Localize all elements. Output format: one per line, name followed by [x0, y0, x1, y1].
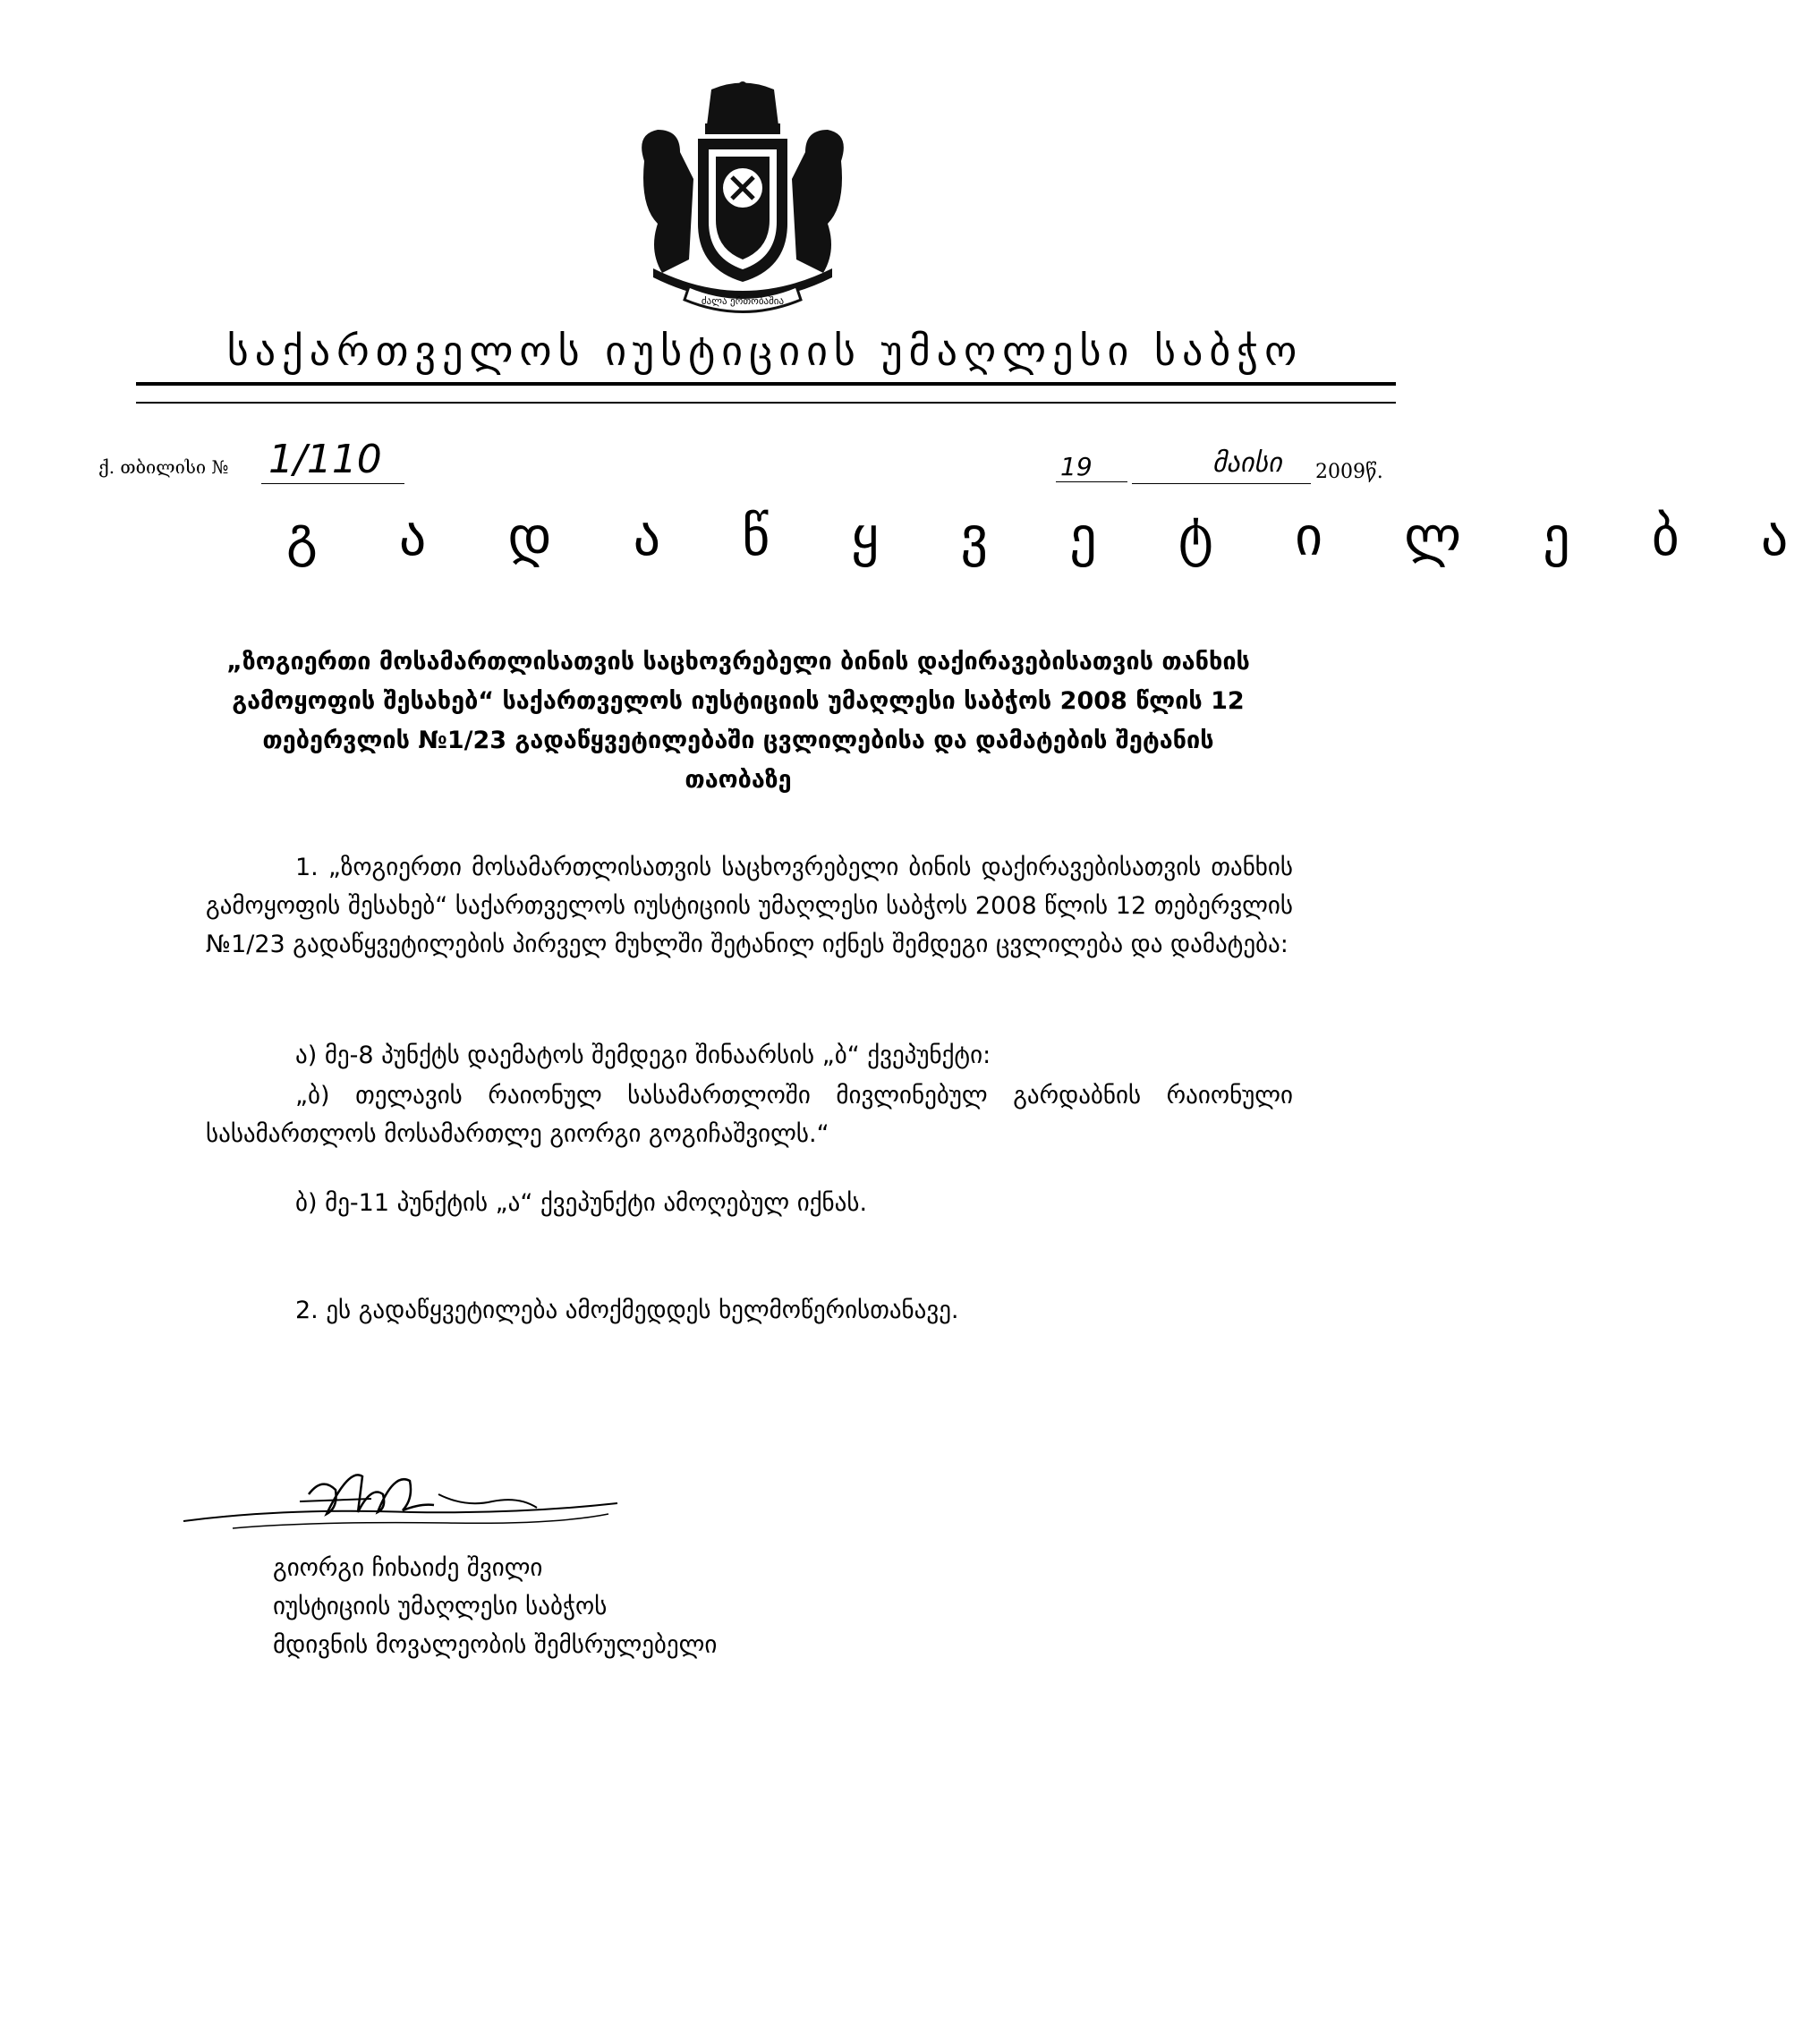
- date-day: 19: [1060, 452, 1093, 481]
- subparagraph-b: ბ) მე-11 პუნქტის „ა“ ქვეპუნქტი ამოღებულ იქნას.: [295, 1189, 868, 1217]
- motto-text: ძალა ერთობაშია: [701, 295, 785, 307]
- paragraph-2: 2. ეს გადაწყვეტილება ამოქმედდეს ხელმოწერისთანავე.: [295, 1297, 959, 1324]
- document-type-title: გ ა დ ა წ ყ ვ ე ტ ი ლ ე ბ ა: [286, 506, 1820, 568]
- date-month-underline: [1132, 483, 1311, 484]
- header-rule-thick: [136, 382, 1396, 386]
- signatory-position-line-2: მდივნის მოვალეობის შემსრულებელი: [273, 1631, 718, 1659]
- institution-title: საქართველოს იუსტიციის უმაღლესი საბჭო: [226, 327, 1304, 375]
- date-day-underline: [1056, 481, 1127, 482]
- subparagraph-a-text: „ბ) თელავის რაიონულ სასამართლოში მივლინებულ გარდაბნის რაიონული სასამართლოს მოსამართლე გიორგი გოგიჩაშვილს.“: [206, 1082, 1293, 1148]
- registration-number-underline: [261, 483, 404, 484]
- signatory-position-line-1: იუსტიციის უმაღლესი საბჭოს: [273, 1593, 608, 1620]
- paragraph-1: 1. „ზოგიერთი მოსამართლისათვის საცხოვრებელი ბინის დაქირავებისათვის თანხის გამოყოფის შესახებ“ საქართველოს იუსტიციის უმაღლესი საბჭოს 2008 წლის 12 თებერვლის №1/23 გადაწყვეტილების პირველ მუხლში შეტანილ იქნეს შემდეგი ცვლილება და დამატება:: [206, 854, 1293, 958]
- registration-number-value: 1/110: [268, 437, 382, 482]
- date-month: მაისი: [1212, 447, 1282, 479]
- date-year: 2009წ.: [1315, 461, 1383, 483]
- header-rule-thin: [136, 402, 1396, 404]
- signatory-name: გიორგი ჩიხაიძე შვილი: [273, 1554, 543, 1582]
- document-heading: „ზოგიერთი მოსამართლისათვის საცხოვრებელი ბინის დაქირავებისათვის თანხის გამოყოფის შესახებ“ საქართველოს იუსტიციის უმაღლესი საბჭოს 2008 წლის 12 თებერვლის №1/23 გადაწყვეტილებაში ცვლილებისა და დამატების შეტანის თაობაზე: [226, 648, 1250, 794]
- coat-of-arms: [626, 81, 859, 322]
- registration-number-label: ქ. თბილისი №: [98, 456, 229, 478]
- subparagraph-a-intro: ა) მე-8 პუნქტს დაემატოს შემდეგი შინაარსის „ბ“ ქვეპუნქტი:: [295, 1042, 991, 1069]
